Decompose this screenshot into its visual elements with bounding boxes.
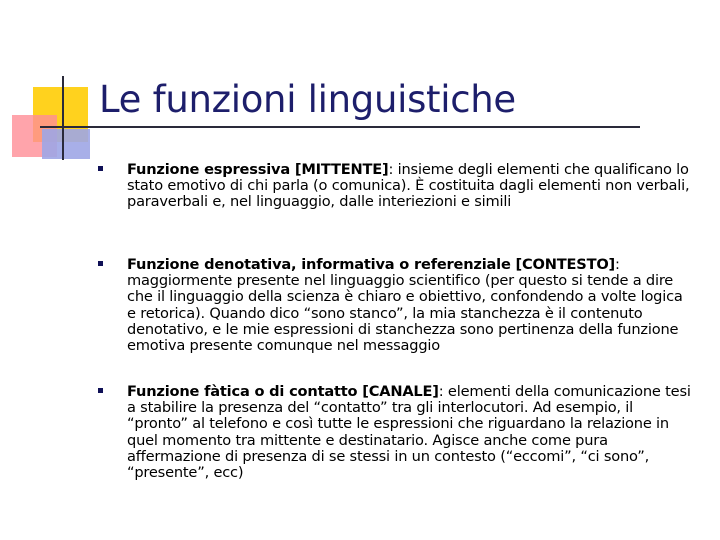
bullet-text: : elementi della comunicazione tesi a stabilire la presenza del “contatto” tra gli interlocutori. Ad esempio, il “pronto” al telefono e così tutte le espressioni che riguardano la relazione in quel momento tra mittente e destinatario. Agisce anche come pura affermazione di presenza di se stessi in un contesto (“eccomi”, “ci sono”, “presente”, ecc) [127, 383, 691, 482]
bullet-text: : insieme degli elementi che qualificano lo stato emotivo di chi parla (o comunica). È costituita dagli elementi non verbali, paraverbali e, nel linguaggio, dalle interiezioni e simili [127, 161, 690, 211]
bullet-lead: Funzione fàtica o di contatto [CANALE] [127, 383, 439, 400]
bullet-text: : maggiormente presente nel linguaggio scientifico (per questo si tende a dire che il linguaggio della scienza è chiaro e obiettivo, confondendo a volte logica e retorica). Quando dico “sono stanco”, la mia stanchezza è il contenuto denotativo, e le mie espressioni di stanchezza sono pertinenza della funzione emotiva presente comunque nel messaggio [127, 256, 683, 355]
bullet-lead: Funzione espressiva [MITTENTE] [127, 161, 389, 178]
decor-vertical-line [62, 76, 64, 160]
bullet-item-fatica [127, 384, 693, 481]
bullet-square-icon [98, 166, 103, 171]
title-underline [40, 126, 640, 128]
decor-blue-square [42, 129, 90, 159]
bullet-lead: Funzione denotativa, informativa o referenziale [CONTESTO] [127, 256, 616, 273]
slide-title: Le funzioni linguistiche [99, 78, 516, 121]
bullet-square-icon [98, 261, 103, 266]
bullet-item-denotativa [127, 257, 693, 354]
bullet-item-espressiva [127, 162, 693, 211]
bullet-square-icon [98, 388, 103, 393]
